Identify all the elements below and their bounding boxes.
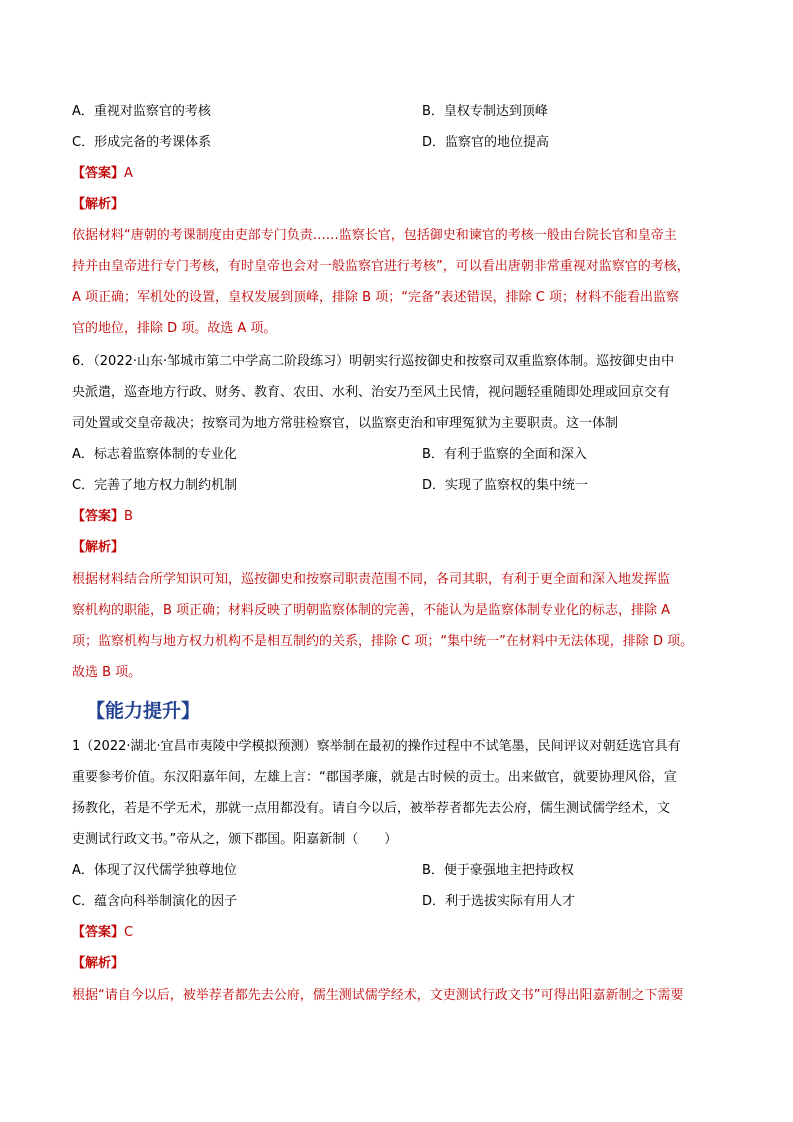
q7-analysis-line: 根据“请自今以后，被举荐者都先去公府，儒生测试儒学经术，文吏测试行政文书”可得出阳嘉新制之下需要 bbox=[72, 988, 684, 1003]
q6-option-d: D．实现了监察权的集中统一 bbox=[422, 478, 589, 493]
q6-answer bbox=[72, 507, 732, 527]
q5-analysis-line: 官的地位，排除 D 项。故选 A 项。 bbox=[72, 321, 277, 336]
section-title: 【能力提升】 bbox=[86, 700, 201, 722]
q6-analysis-line: 根据材料结合所学知识可知，巡按御史和按察司职责范围不同，各司其职，有利于更全面和深入地发挥监 bbox=[72, 572, 671, 587]
q6-stem-line: 央派遣，巡查地方行政、财务、教育、农田、水利、治安乃至风土民情，视问题轻重随即处理或回京交有 bbox=[72, 385, 671, 400]
q6-analysis-line: 项；监察机构与地方权力机构不是相互制约的关系，排除 C 项；“集中统一”在材料中无法体现，排除 D 项。 bbox=[72, 634, 694, 649]
q6-analysis-line: 故选 B 项。 bbox=[72, 665, 142, 680]
q5-option-d: D．监察官的地位提高 bbox=[422, 135, 550, 150]
q6-analysis-label: 【解析】 bbox=[72, 540, 125, 555]
q5-analysis-label: 【解析】 bbox=[72, 197, 125, 212]
q6-option-c: C．完善了地方权力制约机制 bbox=[72, 478, 238, 493]
q7-option-b: B．便于豪强地主把持政权 bbox=[422, 863, 574, 878]
q5-analysis-line: A 项正确；军机处的设置，皇权发展到顶峰，排除 B 项；“完备”表述错误，排除 C 项；材料不能看出监察 bbox=[72, 290, 680, 305]
q5-options-row-1 bbox=[72, 102, 732, 122]
q6-stem-line: 司处置或交皇帝裁决；按察司为地方常驻检察官，以监察吏治和审理冤狱为主要职责。这一体制 bbox=[72, 416, 619, 431]
answer-label: 【答案】 bbox=[72, 925, 125, 940]
q6-analysis-line: 察机构的职能，B 项正确；材料反映了明朝监察体制的完善，不能认为是监察体制专业化的标志，排除 A bbox=[72, 603, 671, 618]
q5-option-c: C．形成完备的考课体系 bbox=[72, 135, 212, 150]
answer-value: C bbox=[124, 925, 134, 940]
q7-stem-line: 扬教化，若是不学无术，那就一点用都没有。请自今以后，被举荐者都先去公府，儒生测试儒学经术，文 bbox=[72, 801, 671, 816]
q6-options-row-1 bbox=[72, 445, 732, 465]
q7-stem-line: 1（2022·湖北·宜昌市夷陵中学模拟预测）察举制在最初的操作过程中不试笔墨，民间评议对朝廷选官具有 bbox=[72, 739, 681, 754]
q7-analysis-label: 【解析】 bbox=[72, 956, 125, 971]
q7-options-row-2 bbox=[72, 892, 732, 912]
q7-options-row-1 bbox=[72, 861, 732, 881]
q5-answer bbox=[72, 164, 732, 184]
answer-label: 【答案】 bbox=[72, 166, 125, 181]
q6-option-b: B．有利于监察的全面和深入 bbox=[422, 447, 587, 462]
q5-option-a: A．重视对监察官的考核 bbox=[72, 104, 211, 119]
answer-label: 【答案】 bbox=[72, 509, 125, 524]
q7-option-c: C．蕴含向科举制演化的因子 bbox=[72, 894, 238, 909]
answer-value: A bbox=[124, 166, 133, 181]
q5-analysis-line: 持并由皇帝进行专门考核，有时皇帝也会对一般监察官进行考核”，可以看出唐朝非常重视对监察官的考核， bbox=[72, 259, 690, 274]
q5-analysis-line: 依据材料“唐朝的考课制度由吏部专门负责……监察长官，包括御史和谏官的考核一般由台院长官和皇帝主 bbox=[72, 228, 677, 243]
q7-option-d: D．利于选拔实际有用人才 bbox=[422, 894, 576, 909]
q6-stem-line: 6．（2022·山东·邹城市第二中学高二阶段练习）明朝实行巡按御史和按察司双重监察体制。巡按御史由中 bbox=[72, 354, 675, 369]
q7-stem-line: 重要参考价值。东汉阳嘉年间，左雄上言：“郡国孝廉，就是古时候的贡士。出来做官，就要协理风俗，宣 bbox=[72, 770, 677, 785]
q5-option-b: B．皇权专制达到顶峰 bbox=[422, 104, 548, 119]
q6-options-row-2 bbox=[72, 476, 732, 496]
q7-answer bbox=[72, 923, 732, 943]
q5-options-row-2 bbox=[72, 133, 732, 153]
q7-stem-line: 吏测试行政文书。”帝从之，颁下郡国。阳嘉新制（ ） bbox=[72, 832, 398, 847]
answer-value: B bbox=[124, 509, 133, 524]
q7-option-a: A．体现了汉代儒学独尊地位 bbox=[72, 863, 237, 878]
q6-option-a: A．标志着监察体制的专业化 bbox=[72, 447, 237, 462]
